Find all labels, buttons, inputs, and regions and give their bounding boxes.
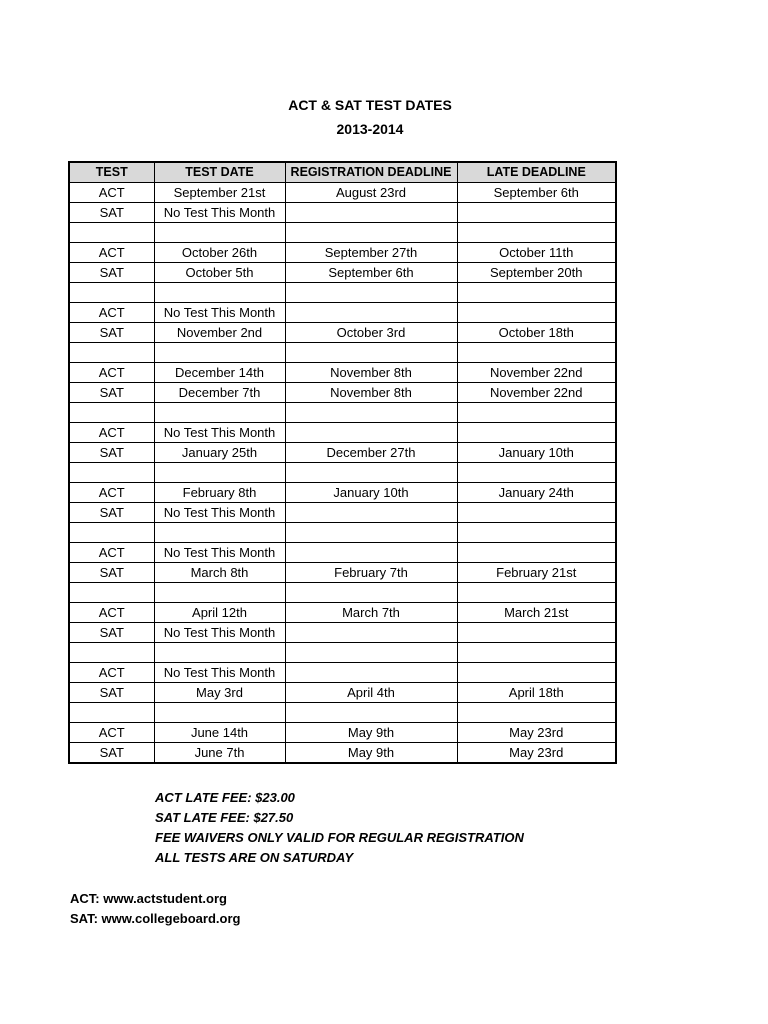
test-date-cell: March 8th bbox=[154, 563, 285, 583]
late-deadline-cell bbox=[457, 203, 616, 223]
table-row bbox=[69, 643, 616, 663]
registration-deadline-cell: February 7th bbox=[285, 563, 457, 583]
page-title: ACT & SAT TEST DATES bbox=[288, 97, 452, 113]
test-cell bbox=[69, 523, 154, 543]
table-row bbox=[69, 383, 616, 403]
test-date-cell: November 2nd bbox=[154, 323, 285, 343]
registration-deadline-cell bbox=[285, 303, 457, 323]
test-date-cell: January 25th bbox=[154, 443, 285, 463]
test-date-cell: February 8th bbox=[154, 483, 285, 503]
test-date-cell bbox=[154, 583, 285, 603]
header-test-date: TEST DATE bbox=[154, 162, 285, 183]
test-date-cell: December 7th bbox=[154, 383, 285, 403]
test-date-cell: September 21st bbox=[154, 183, 285, 203]
late-deadline-cell bbox=[457, 543, 616, 563]
test-date-cell: December 14th bbox=[154, 363, 285, 383]
table-row bbox=[69, 443, 616, 463]
registration-deadline-cell: March 7th bbox=[285, 603, 457, 623]
registration-deadline-cell bbox=[285, 423, 457, 443]
test-cell bbox=[69, 283, 154, 303]
table-row bbox=[69, 723, 616, 743]
test-date-cell: No Test This Month bbox=[154, 623, 285, 643]
registration-deadline-cell: May 9th bbox=[285, 723, 457, 743]
test-dates-table bbox=[68, 161, 617, 764]
test-date-cell: June 7th bbox=[154, 743, 285, 764]
registration-deadline-cell bbox=[285, 343, 457, 363]
late-deadline-cell bbox=[457, 403, 616, 423]
test-cell: ACT bbox=[69, 243, 154, 263]
test-cell: ACT bbox=[69, 663, 154, 683]
table-row bbox=[69, 623, 616, 643]
late-deadline-cell bbox=[457, 423, 616, 443]
test-date-cell bbox=[154, 523, 285, 543]
header-registration-deadline: REGISTRATION DEADLINE bbox=[285, 162, 457, 183]
test-cell: SAT bbox=[69, 563, 154, 583]
table-row bbox=[69, 483, 616, 503]
registration-deadline-cell: December 27th bbox=[285, 443, 457, 463]
registration-deadline-cell bbox=[285, 503, 457, 523]
test-date-cell: April 12th bbox=[154, 603, 285, 623]
late-deadline-cell bbox=[457, 303, 616, 323]
late-deadline-cell: September 6th bbox=[457, 183, 616, 203]
test-cell: ACT bbox=[69, 603, 154, 623]
test-cell bbox=[69, 223, 154, 243]
test-date-cell: No Test This Month bbox=[154, 503, 285, 523]
act-website: ACT: www.actstudent.org bbox=[70, 891, 227, 906]
test-cell bbox=[69, 703, 154, 723]
late-deadline-cell: May 23rd bbox=[457, 723, 616, 743]
late-deadline-cell bbox=[457, 623, 616, 643]
test-date-cell bbox=[154, 343, 285, 363]
registration-deadline-cell bbox=[285, 463, 457, 483]
registration-deadline-cell bbox=[285, 543, 457, 563]
registration-deadline-cell bbox=[285, 643, 457, 663]
test-date-cell: No Test This Month bbox=[154, 423, 285, 443]
late-deadline-cell: January 10th bbox=[457, 443, 616, 463]
registration-deadline-cell: August 23rd bbox=[285, 183, 457, 203]
test-date-cell: May 3rd bbox=[154, 683, 285, 703]
test-cell: SAT bbox=[69, 263, 154, 283]
late-deadline-cell: September 20th bbox=[457, 263, 616, 283]
header-test: TEST bbox=[69, 162, 154, 183]
registration-deadline-cell: September 27th bbox=[285, 243, 457, 263]
registration-deadline-cell bbox=[285, 283, 457, 303]
registration-deadline-cell bbox=[285, 623, 457, 643]
table-row bbox=[69, 223, 616, 243]
registration-deadline-cell bbox=[285, 223, 457, 243]
table-row bbox=[69, 743, 616, 764]
late-deadline-cell: October 18th bbox=[457, 323, 616, 343]
registration-deadline-cell: November 8th bbox=[285, 363, 457, 383]
test-date-cell bbox=[154, 283, 285, 303]
test-cell: SAT bbox=[69, 623, 154, 643]
test-date-cell bbox=[154, 463, 285, 483]
test-cell: SAT bbox=[69, 323, 154, 343]
fee-notes bbox=[155, 788, 524, 868]
late-deadline-cell: February 21st bbox=[457, 563, 616, 583]
test-date-cell: No Test This Month bbox=[154, 663, 285, 683]
sat-late-fee-note: SAT LATE FEE: $27.50 bbox=[155, 810, 294, 825]
test-date-cell: No Test This Month bbox=[154, 303, 285, 323]
table-row bbox=[69, 563, 616, 583]
test-date-cell: October 26th bbox=[154, 243, 285, 263]
table-header bbox=[69, 162, 616, 183]
table-row bbox=[69, 403, 616, 423]
registration-deadline-cell bbox=[285, 583, 457, 603]
test-date-cell: No Test This Month bbox=[154, 543, 285, 563]
late-deadline-cell bbox=[457, 463, 616, 483]
test-date-cell bbox=[154, 223, 285, 243]
table-row bbox=[69, 203, 616, 223]
registration-deadline-cell bbox=[285, 663, 457, 683]
registration-deadline-cell: January 10th bbox=[285, 483, 457, 503]
test-date-cell: June 14th bbox=[154, 723, 285, 743]
table-row bbox=[69, 603, 616, 623]
late-deadline-cell bbox=[457, 503, 616, 523]
late-deadline-cell bbox=[457, 343, 616, 363]
late-deadline-cell: November 22nd bbox=[457, 383, 616, 403]
table-row bbox=[69, 523, 616, 543]
saturday-note: ALL TESTS ARE ON SATURDAY bbox=[155, 850, 354, 865]
test-cell bbox=[69, 403, 154, 423]
table-row bbox=[69, 583, 616, 603]
test-cell bbox=[69, 643, 154, 663]
registration-deadline-cell: November 8th bbox=[285, 383, 457, 403]
table-row bbox=[69, 323, 616, 343]
late-deadline-cell bbox=[457, 283, 616, 303]
late-deadline-cell: January 24th bbox=[457, 483, 616, 503]
registration-deadline-cell bbox=[285, 203, 457, 223]
test-date-cell: No Test This Month bbox=[154, 203, 285, 223]
act-late-fee-note: ACT LATE FEE: $23.00 bbox=[155, 790, 295, 805]
test-cell: SAT bbox=[69, 503, 154, 523]
registration-deadline-cell bbox=[285, 403, 457, 423]
page-subtitle: 2013-2014 bbox=[336, 121, 404, 137]
registration-deadline-cell bbox=[285, 703, 457, 723]
registration-deadline-cell: October 3rd bbox=[285, 323, 457, 343]
header-late-deadline: LATE DEADLINE bbox=[457, 162, 616, 183]
table-row bbox=[69, 503, 616, 523]
table-row bbox=[69, 243, 616, 263]
table-row bbox=[69, 543, 616, 563]
test-cell: ACT bbox=[69, 423, 154, 443]
test-cell: ACT bbox=[69, 483, 154, 503]
registration-deadline-cell: September 6th bbox=[285, 263, 457, 283]
late-deadline-cell bbox=[457, 643, 616, 663]
table-row bbox=[69, 703, 616, 723]
table-row bbox=[69, 283, 616, 303]
late-deadline-cell: April 18th bbox=[457, 683, 616, 703]
table-row bbox=[69, 183, 616, 203]
late-deadline-cell bbox=[457, 583, 616, 603]
table-row bbox=[69, 663, 616, 683]
header-row bbox=[69, 162, 616, 183]
test-cell bbox=[69, 583, 154, 603]
late-deadline-cell bbox=[457, 663, 616, 683]
sat-website: SAT: www.collegeboard.org bbox=[70, 911, 241, 926]
test-date-cell bbox=[154, 643, 285, 663]
test-cell: ACT bbox=[69, 543, 154, 563]
late-deadline-cell: May 23rd bbox=[457, 743, 616, 764]
table-row bbox=[69, 463, 616, 483]
test-cell: ACT bbox=[69, 723, 154, 743]
table-row bbox=[69, 363, 616, 383]
test-cell: SAT bbox=[69, 203, 154, 223]
test-date-cell: October 5th bbox=[154, 263, 285, 283]
test-date-cell bbox=[154, 703, 285, 723]
late-deadline-cell bbox=[457, 223, 616, 243]
test-cell: ACT bbox=[69, 183, 154, 203]
table-body bbox=[69, 183, 616, 764]
table-row bbox=[69, 263, 616, 283]
table-row bbox=[69, 303, 616, 323]
test-cell: SAT bbox=[69, 443, 154, 463]
registration-deadline-cell: April 4th bbox=[285, 683, 457, 703]
table-row bbox=[69, 423, 616, 443]
test-cell: SAT bbox=[69, 383, 154, 403]
late-deadline-cell: March 21st bbox=[457, 603, 616, 623]
test-cell: ACT bbox=[69, 363, 154, 383]
fee-waiver-note: FEE WAIVERS ONLY VALID FOR REGULAR REGISTRATION bbox=[155, 830, 524, 845]
late-deadline-cell: October 11th bbox=[457, 243, 616, 263]
test-date-cell bbox=[154, 403, 285, 423]
table-row bbox=[69, 343, 616, 363]
late-deadline-cell: November 22nd bbox=[457, 363, 616, 383]
registration-deadline-cell: May 9th bbox=[285, 743, 457, 764]
late-deadline-cell bbox=[457, 523, 616, 543]
test-cell bbox=[69, 463, 154, 483]
late-deadline-cell bbox=[457, 703, 616, 723]
test-cell bbox=[69, 343, 154, 363]
test-cell: SAT bbox=[69, 683, 154, 703]
website-links bbox=[70, 889, 240, 929]
test-cell: ACT bbox=[69, 303, 154, 323]
registration-deadline-cell bbox=[285, 523, 457, 543]
test-cell: SAT bbox=[69, 743, 154, 764]
table-row bbox=[69, 683, 616, 703]
